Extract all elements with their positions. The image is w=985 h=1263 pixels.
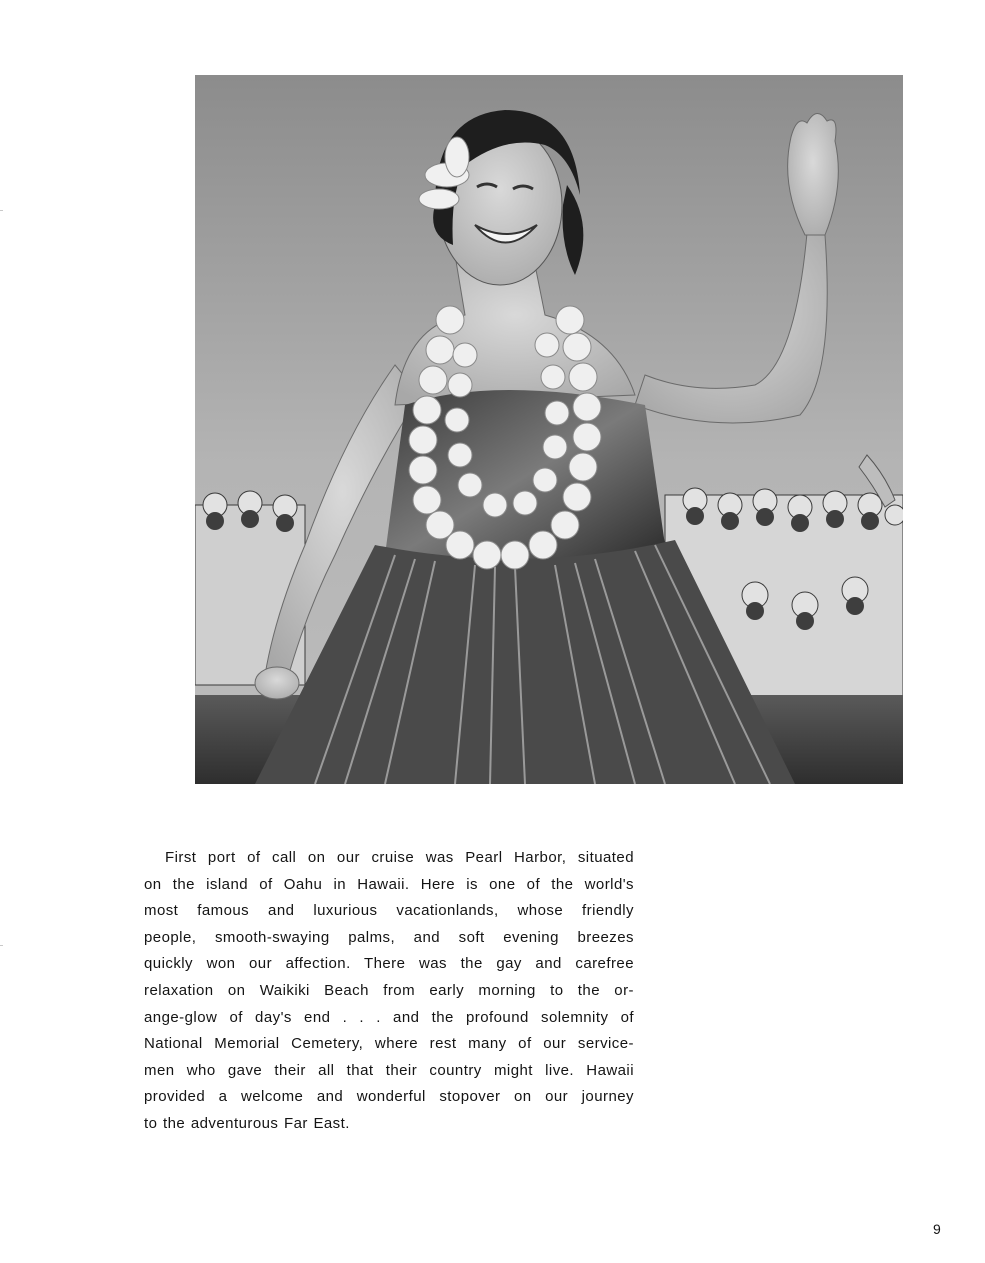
scan-edge-mark [0, 945, 3, 946]
caption-line: provided a welcome and wonderful stopover on our journey [144, 1088, 634, 1106]
hula-dancer-illustration [195, 75, 903, 784]
caption-line: most famous and luxurious vacationlands, whose friendly [144, 902, 634, 920]
caption-line: on the island of Oahu in Hawaii. Here is one of the world's [144, 875, 634, 893]
caption-line: people, smooth-swaying palms, and soft evening breezes [144, 928, 634, 946]
caption-line: to the adventurous Far East. [144, 1114, 350, 1132]
caption-line: men who gave their all that their country might live. Hawaii [144, 1061, 634, 1079]
caption-line: relaxation on Waikiki Beach from early morning to the or- [144, 981, 634, 999]
caption-line: First port of call on our cruise was Pearl Harbor, situated [165, 849, 634, 866]
scan-edge-mark [0, 210, 3, 211]
caption-line: quickly won our affection. There was the gay and carefree [144, 955, 634, 973]
hula-dancer-photo [195, 75, 903, 784]
caption-line: National Memorial Cemetery, where rest many of our service- [144, 1035, 634, 1053]
caption-line: ange-glow of day's end . . . and the profound solemnity of [144, 1008, 634, 1026]
caption-paragraph [144, 845, 634, 1138]
page-number: 9 [933, 1221, 941, 1237]
